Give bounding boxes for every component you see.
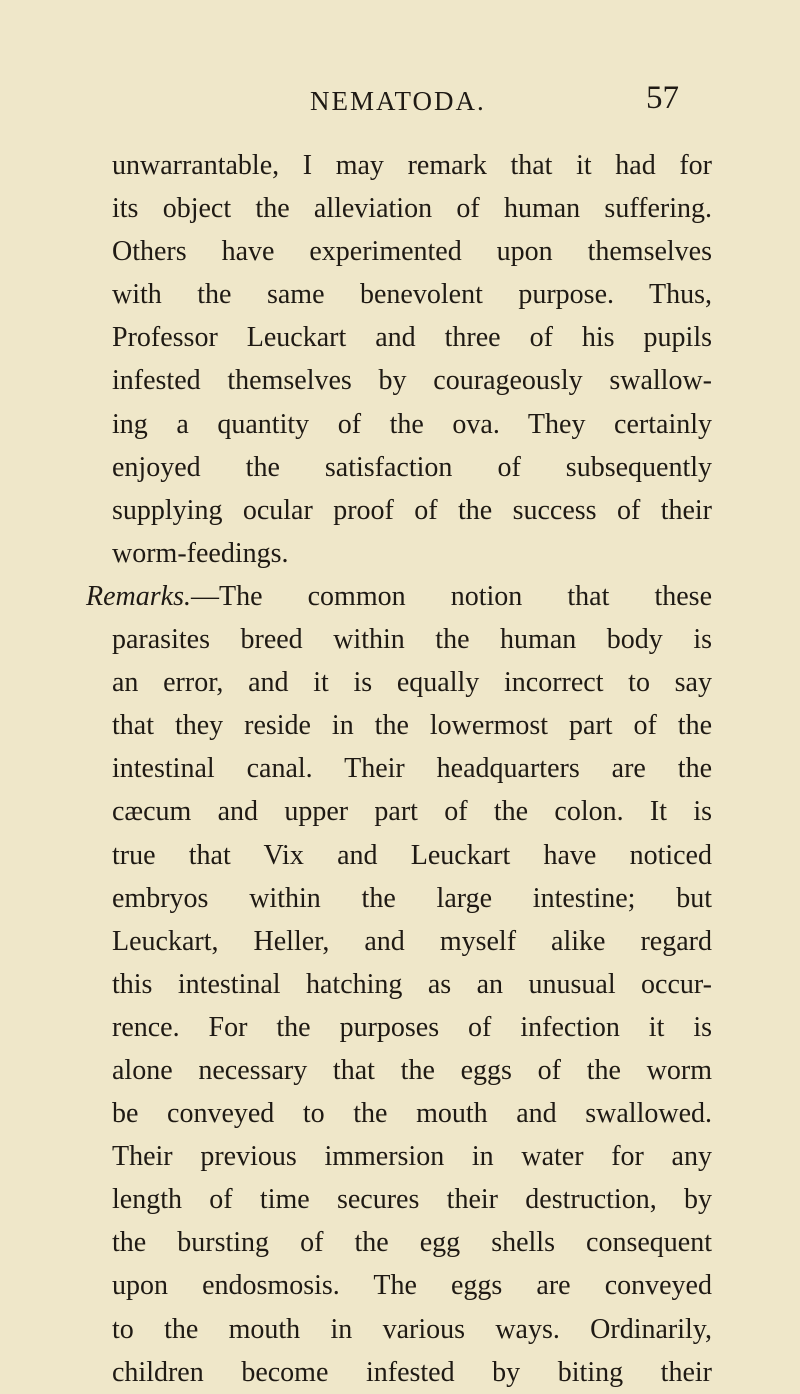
remarks-line	[86, 575, 712, 618]
text-line: cæcum and upper part of the colon. It is	[112, 796, 712, 828]
text-line: children become infested by biting their	[112, 1356, 712, 1388]
text-line: alone necessary that the eggs of the worm	[112, 1054, 712, 1086]
text-line: Their previous immersion in water for any	[112, 1141, 712, 1173]
text-line: upon endosmosis. The eggs are conveyed	[112, 1270, 712, 1302]
text-line: that they reside in the lowermost part of the	[112, 710, 712, 742]
text-line: Professor Leuckart and three of his pupils	[112, 322, 712, 354]
text-line: parasites breed within the human body is	[112, 624, 712, 656]
text-line: rence. For the purposes of infection it is	[112, 1011, 712, 1043]
text-line: intestinal canal. Their headquarters are the	[112, 753, 712, 785]
text-line: to the mouth in various ways. Ordinarily,	[112, 1313, 712, 1345]
text-line: with the same benevolent purpose. Thus,	[112, 279, 712, 311]
text-line: embryos within the large intestine; but	[112, 882, 712, 914]
body-text	[86, 144, 712, 1394]
text-line: supplying ocular proof of the success of their	[112, 494, 712, 526]
remarks-label: Remarks.	[86, 580, 191, 612]
remarks-text: —The common notion that these	[190, 580, 712, 612]
text-line: Leuckart, Heller, and myself alike regard	[112, 925, 712, 957]
text-line: enjoyed the satisfaction of subsequently	[112, 451, 712, 483]
page-number: 57	[646, 80, 679, 116]
text-line: be conveyed to the mouth and swallowed.	[112, 1098, 712, 1130]
text-line: an error, and it is equally incorrect to say	[112, 667, 712, 699]
text-line: unwarrantable, I may remark that it had for	[112, 150, 712, 181]
page-title: NEMATODA.	[310, 86, 486, 116]
text-line: the bursting of the egg shells consequent	[112, 1227, 712, 1259]
text-line: infested themselves by courageously swallow-	[112, 365, 712, 397]
text-line: ing a quantity of the ova. They certainly	[112, 408, 712, 440]
text-line: worm-feedings.	[112, 537, 289, 569]
text-line: this intestinal hatching as an unusual occur-	[112, 968, 712, 1000]
text-line: length of time secures their destruction, by	[112, 1184, 712, 1216]
running-head	[0, 80, 800, 126]
text-line: true that Vix and Leuckart have noticed	[112, 839, 712, 871]
text-line: Others have experimented upon themselves	[112, 236, 712, 268]
text-line: its object the alleviation of human suffering.	[112, 193, 712, 225]
